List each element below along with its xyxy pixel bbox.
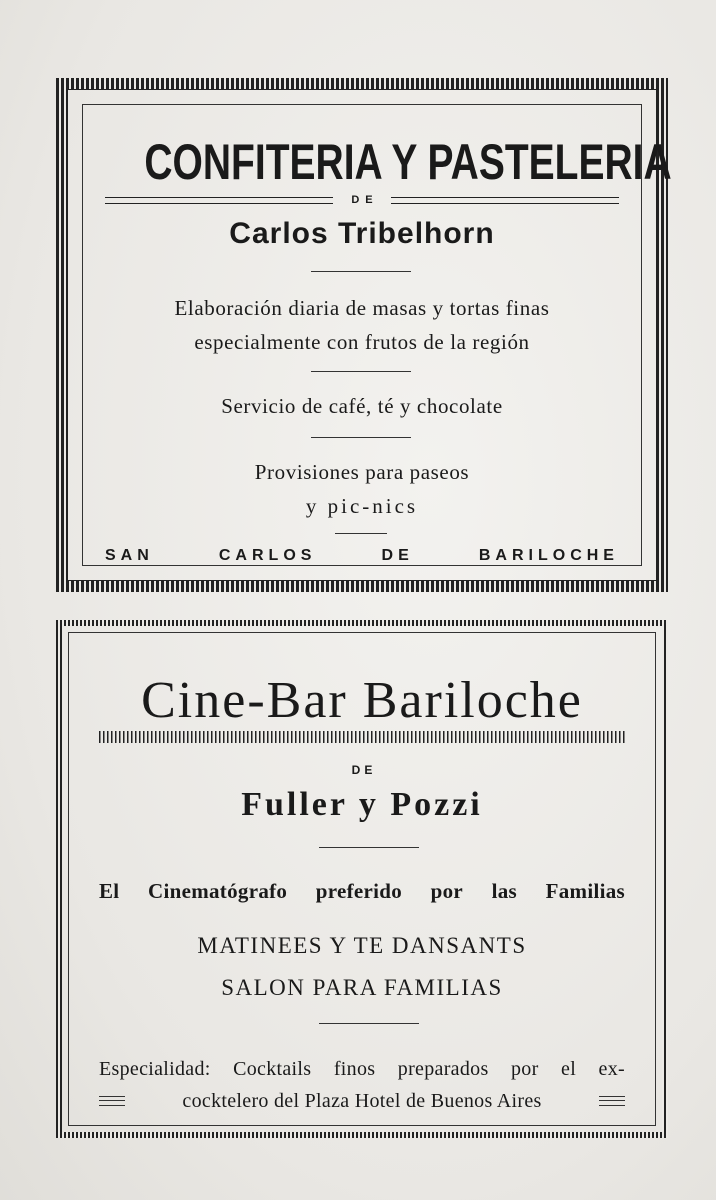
confiteria-de: DE	[351, 194, 379, 206]
confiteria-ad-inner-frame	[82, 104, 672, 566]
triple-dash-right	[599, 1096, 625, 1106]
cine-bar-owner: Fuller y Pozzi	[241, 786, 483, 823]
double-rule-right	[391, 197, 619, 204]
city-word: SAN	[105, 547, 154, 564]
specialty-word: el	[561, 1058, 577, 1080]
specialty-word: por	[511, 1058, 539, 1080]
confiteria-line-2: especialmente con frutos de la región	[194, 330, 530, 354]
divider	[311, 271, 411, 272]
divider	[311, 371, 411, 372]
cine-bar-specialty	[99, 1053, 625, 1117]
cine-bar-ad-inner-frame	[68, 632, 656, 1126]
specialty-word: preparados	[397, 1058, 489, 1080]
triple-dash-left	[99, 1096, 125, 1106]
preferred-word: Familias	[545, 879, 625, 903]
preferred-word: preferido	[315, 879, 403, 903]
confiteria-title: CONFITERIA Y PASTELERIA	[144, 134, 672, 190]
cine-bar-ad	[56, 620, 668, 1138]
specialty-line-2-text: cocktelero del Plaza Hotel de Buenos Aires	[182, 1090, 542, 1112]
specialty-word: ex-	[598, 1058, 625, 1080]
cine-bar-preferred	[99, 879, 625, 904]
city-word: BARILOCHE	[478, 547, 619, 564]
confiteria-owner: Carlos Tribelhorn	[229, 217, 495, 250]
specialty-word: Cocktails	[233, 1058, 312, 1080]
divider	[311, 437, 411, 438]
specialty-line-1	[99, 1053, 625, 1085]
confiteria-provisions-2: y pic-nics	[305, 494, 419, 518]
confiteria-ad	[56, 78, 672, 592]
preferred-word: las	[491, 879, 518, 903]
double-rule-left	[105, 197, 333, 204]
hatched-rule	[99, 731, 625, 743]
confiteria-de-row	[105, 193, 619, 207]
short-divider	[335, 533, 387, 534]
preferred-word: por	[430, 879, 464, 903]
divider	[319, 847, 419, 848]
specialty-word: finos	[333, 1058, 376, 1080]
specialty-word: Especialidad:	[99, 1058, 211, 1080]
preferred-word: El	[99, 879, 120, 903]
cine-bar-title: Cine-Bar Bariloche	[141, 672, 583, 729]
confiteria-line-1: Elaboración diaria de masas y tortas finas	[174, 296, 550, 320]
confiteria-city	[105, 547, 619, 565]
cine-bar-line-1: MATINEES Y TE DANSANTS	[197, 933, 527, 958]
divider	[319, 1023, 419, 1024]
confiteria-provisions-1: Provisiones para paseos	[254, 460, 470, 484]
confiteria-service: Servicio de café, té y chocolate	[221, 394, 503, 418]
cine-bar-de: DE	[351, 763, 377, 777]
preferred-word: Cinematógrafo	[148, 879, 288, 903]
cine-bar-line-2: SALON PARA FAMILIAS	[221, 975, 503, 1000]
specialty-line-2	[99, 1085, 625, 1117]
city-word: DE	[381, 547, 414, 564]
city-word: CARLOS	[218, 547, 317, 564]
